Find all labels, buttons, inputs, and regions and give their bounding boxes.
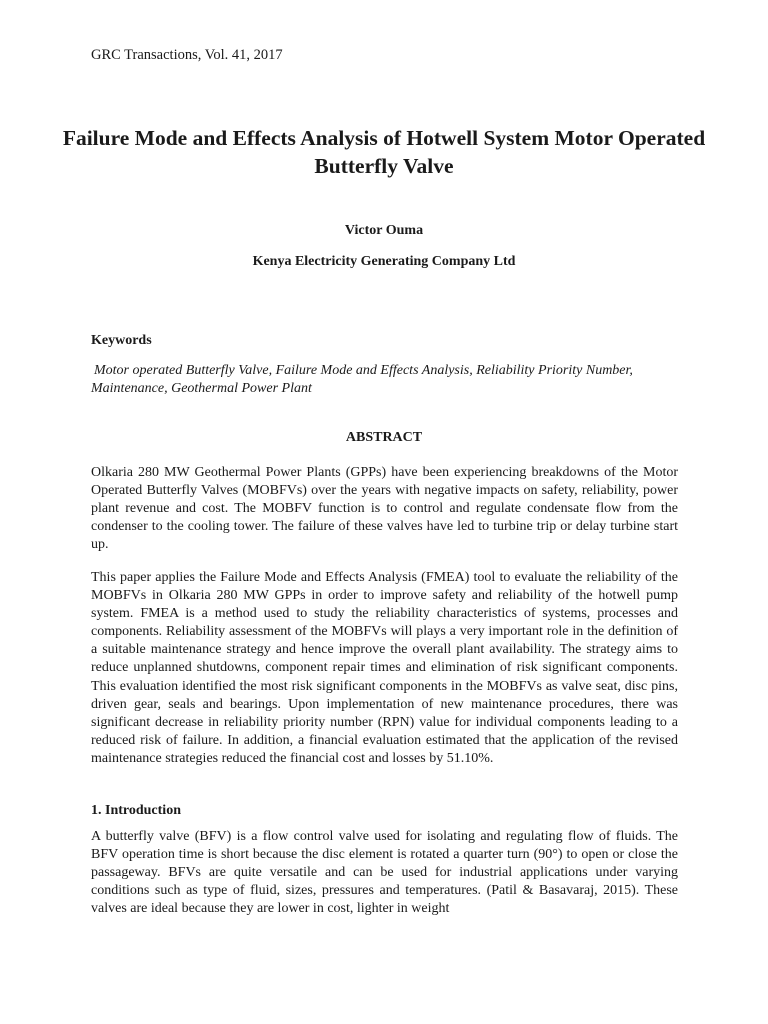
journal-header: GRC Transactions, Vol. 41, 2017 [91, 47, 283, 63]
author-affiliation: Kenya Electricity Generating Company Ltd [252, 254, 516, 269]
keywords-heading: Keywords [91, 333, 152, 348]
paper-title: Failure Mode and Effects Analysis of Hotwell System Motor Operated Butterfly Valve [62, 126, 706, 178]
abstract-paragraph-1: Olkaria 280 MW Geothermal Power Plants (GPPs) have been experiencing breakdowns of the Motor Operated Butterfly Valves (MOBFVs) over the years with negative impacts on safety, reliability, power plant revenue and cost. The MOBFV function is to control and regulate condensate flow from the condenser to the cooling tower. The failure of these valves have led to turbine trip or delay turbine start up. [91, 465, 678, 553]
introduction-heading: 1. Introduction [91, 803, 181, 818]
abstract-heading: ABSTRACT [345, 430, 423, 445]
abstract-paragraph-2: This paper applies the Failure Mode and Effects Analysis (FMEA) tool to evaluate the reliability of the MOBFVs in Olkaria 280 MW GPPs in order to improve safety and reliability of the hotwell pump system. FMEA is a method used to study the reliability characteristics of systems, processes and components. Reliability assessment of the MOBFVs will plays a very important role in the definition of a suitable maintenance strategy and hence improve the overall plant availability. The strategy aims to reduce unplanned shutdowns, component repair times and elimination of risk significant components. This evaluation identified the most risk significant components in the MOBFVs as valve seat, disc pins, driven gear, seals and bearings. Upon implementation of new maintenance procedures, there was significant decrease in reliability priority number (RPN) value for individual components leading to a reduced risk of failure. In addition, a financial evaluation estimated that the application of the revised maintenance strategies reduced the financial cost and losses by 51.10%. [91, 570, 678, 766]
author-name: Victor Ouma [344, 223, 424, 238]
introduction-paragraph-1: A butterfly valve (BFV) is a flow control valve used for isolating and regulating flow of fluids. The BFV operation time is short because the disc element is rotated a quarter turn (90°) to open or close the passageway. BFVs are quite versatile and can be used for industrial applications under varying conditions such as type of fluid, sizes, pressures and temperatures. (Patil & Basavaraj, 2015). These valves are ideal because they are lower in cost, lighter in weight [91, 829, 678, 917]
keywords-text: Motor operated Butterfly Valve, Failure Mode and Effects Analysis, Reliability Priority Number, Maintenance, Geothermal Power Plant [91, 363, 633, 396]
